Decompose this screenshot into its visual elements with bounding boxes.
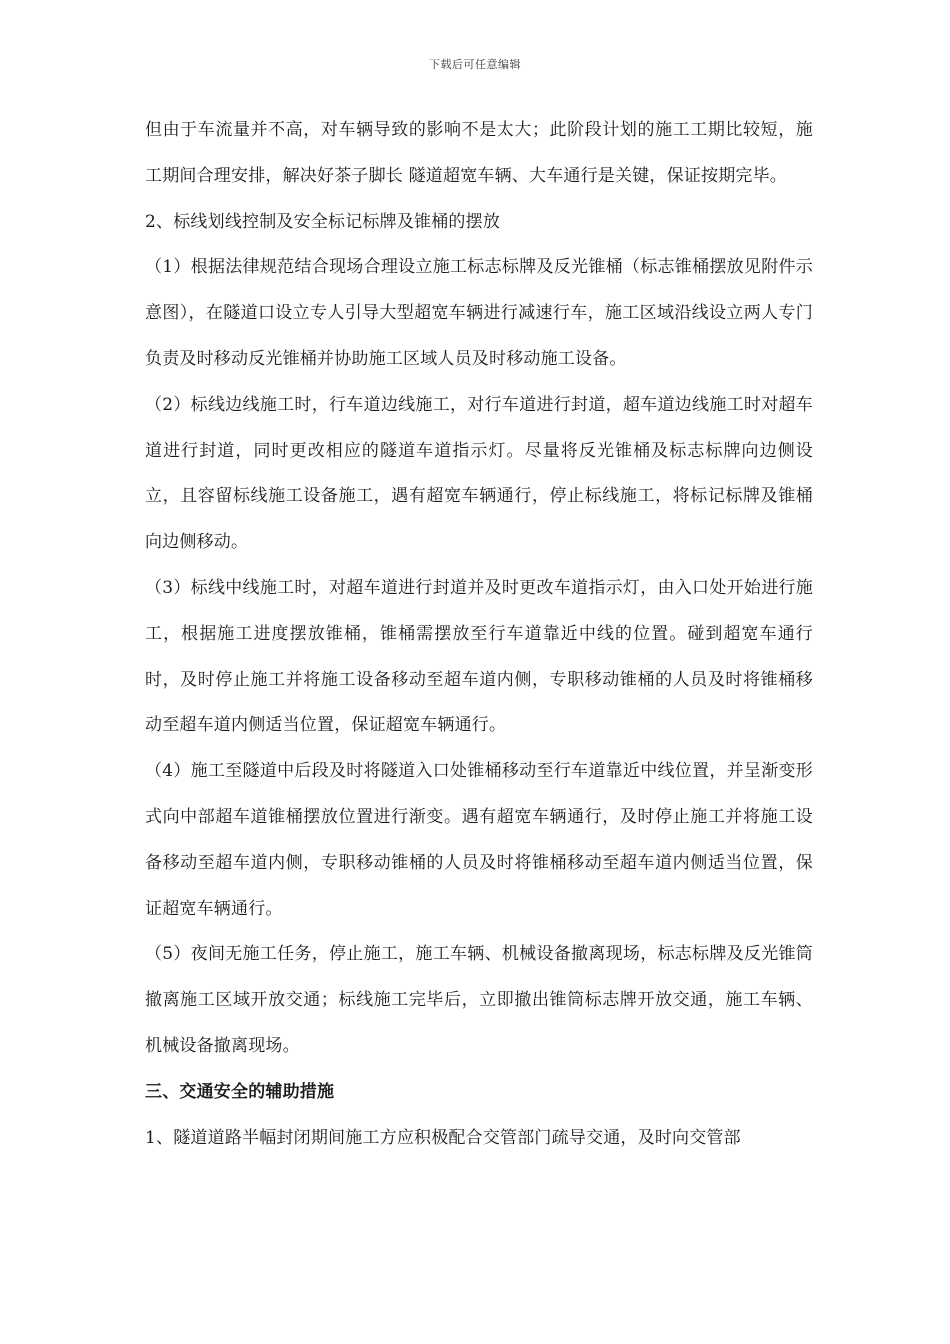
section-subtitle: 2、标线划线控制及安全标记标牌及锥桶的摆放 [145, 211, 501, 232]
paragraph: （1）根据法律规范结合现场合理设立施工标志标牌及反光锥桶（标志锥桶摆放见附件示意图），在隧道口设立专人引导大型超宽车辆进行减速行车，施工区域沿线设立两人专门负责及时移动反光锥桶并协助施工区域人员及时移动施工设备。 [145, 257, 813, 369]
paragraph: （4）施工至隧道中后段及时将隧道入口处锥桶移动至行车道靠近中线位置，并呈渐变形式向中部超车道锥桶摆放位置进行渐变。遇有超宽车辆通行，及时停止施工并将施工设备移动至超车道内侧，专职移动锥桶的人员及时将锥桶移动至超车道内侧适当位置，保证超宽车辆通行。 [145, 761, 813, 919]
paragraph: 但由于车流量并不高，对车辆导致的影响不是太大；此阶段计划的施工工期比较短，施工期间合理安排，解决好茶子脚长 隧道超宽车辆、大车通行是关键，保证按期完毕。 [145, 120, 813, 186]
section-heading: 三、交通安全的辅助措施 [145, 1081, 335, 1102]
paragraph: （5）夜间无施工任务，停止施工，施工车辆、机械设备撤离现场，标志标牌及反光锥筒撤离施工区域开放交通；标线施工完毕后，立即撤出锥筒标志牌开放交通，施工车辆、机械设备撤离现场。 [145, 944, 813, 1056]
paragraph: （3）标线中线施工时，对超车道进行封道并及时更改车道指示灯，由入口处开始进行施工，根据施工进度摆放锥桶，锥桶需摆放至行车道靠近中线的位置。碰到超宽车通行时，及时停止施工并将施工设备移动至超车道内侧，专职移动锥桶的人员及时将锥桶移动至超车道内侧适当位置，保证超宽车辆通行。 [145, 577, 813, 736]
paragraph: 1、隧道道路半幅封闭期间施工方应积极配合交管部门疏导交通，及时向交管部 [145, 1127, 741, 1148]
document-body [145, 108, 813, 1161]
page-header: 下载后可任意编辑 [429, 58, 521, 71]
paragraph: （2）标线边线施工时，行车道边线施工，对行车道进行封道，超车道边线施工时对超车道进行封道，同时更改相应的隧道车道指示灯。尽量将反光锥桶及标志标牌向边侧设立，且容留标线施工设备施工，遇有超宽车辆通行，停止标线施工，将标记标牌及锥桶向边侧移动。 [145, 394, 813, 553]
